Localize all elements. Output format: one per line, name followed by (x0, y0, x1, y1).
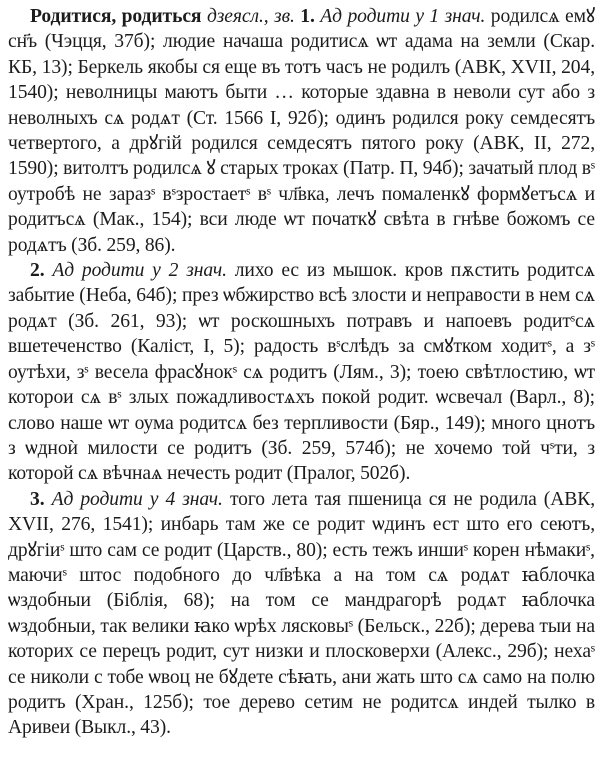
sense-1-paragraph (8, 4, 595, 258)
grammar-label: дзеясл., зв. (206, 6, 295, 27)
headword: Родитися, родиться (30, 6, 202, 27)
sense-3-text: того лета тая пшеница ся не родила (АВК, XVII, 276, 1541); инбарь там же се родит ѡдинъ ест што его сеютъ, дрꙋгіиˢ што сам се родит (Царств., 80); есть тежъ иншиˢ корен нѣмакиˢ, маючиˢ штос подобного до чл҃вѣка а на том сѧ родѧт ꙗблочка ѡздобныи (Біблія, 68); на том се мандрагорѣ родѧт ꙗблочка ѡздобныи, так велики ꙗко ѡрѣх лясковыˢ (Бельск., 22б); дерева тыи на которих се перецъ родит, сут низки и плосковерхи (Алекс., 29б); нехаˢ се николи с тобе ѡвоц не бꙋдете сѣꙗть, ани жать што сѧ само на полю родитъ (Хран., 125б); тое дерево сетим не родитсѧ индей тылко в Аривеи (Выкл., 43). (8, 488, 596, 739)
sense-2-text: лихо ес из мышок. кров пѫстить родитсѧ забытие (Неба, 64б); през ѡбжирство всѣ злости и неправости в нем сѧ родѧт (Зб. 261, 93); ѡт роскошныхъ потравъ и напоевъ родитˢсѧ вшетеченство (Каліст, I, 5); радость вˢслѣдъ за смꙋтком ходитˢ, а зˢ оутѣхи, зˢ весела фрасꙋнокˢ сѧ родитъ (Лям., 3); тоею свѣтлостию, ѡт которои сѧ вˢ злых пожадливостѧхъ покой родит. ѡсвечал (Варл., 8); слово наше ѡт оума родитсѧ без терпливости (Бяр., 149); много цнотъ з ѡдноѝ милости се родитъ (Зб. 259, 574б); не хочемо той чˢти, з которой сѧ вѣчнаѧ нечесть родит (Пралог, 502б). (8, 260, 596, 485)
sense-2-paragraph (8, 258, 595, 487)
sense-2-number: 2. (30, 260, 45, 282)
sense-2-definition: Ад родити у 2 знач. (52, 260, 227, 282)
sense-1-text: родилсѧ емꙋ сн҃ъ (Чэцця, 37б); людие начаша родитисѧ ѡт адама на земли (Скар. КБ, 13); Беркель якобы ся еще въ тотъ часъ не родилъ (АВК, XVII, 204, 1540); неволницы маютъ быти … которые здавна в неволи сут або з неволныхъ сѧ родѧт (Ст. 1566 I, 92б); одинъ родился року семдесятъ четвертого, а дрꙋгій родился семдесятъ пятого року (АВК, II, 272, 1590); витолтъ родилсѧ ꙋ старых троках (Патр. П, 94б); зачатый плод вˢ оутробѣ не заразˢ вˢзростаетˢ вˢ чл҃вка, лечъ помаленкꙋ формꙋетъсѧ и родитъсѧ (Мак., 154); вси люде ѡт початкꙋ свѣта в гнѣве божомъ се родѧтъ (Зб. 259, 86). (8, 6, 596, 256)
sense-1-definition: Ад родити у 1 знач. (320, 6, 486, 27)
sense-3-definition: Ад родити у 4 знач. (51, 488, 223, 510)
dictionary-entry (8, 4, 595, 765)
sense-1-number: 1. (300, 6, 315, 27)
sense-3-paragraph (8, 487, 595, 741)
sense-3-number: 3. (30, 488, 45, 510)
